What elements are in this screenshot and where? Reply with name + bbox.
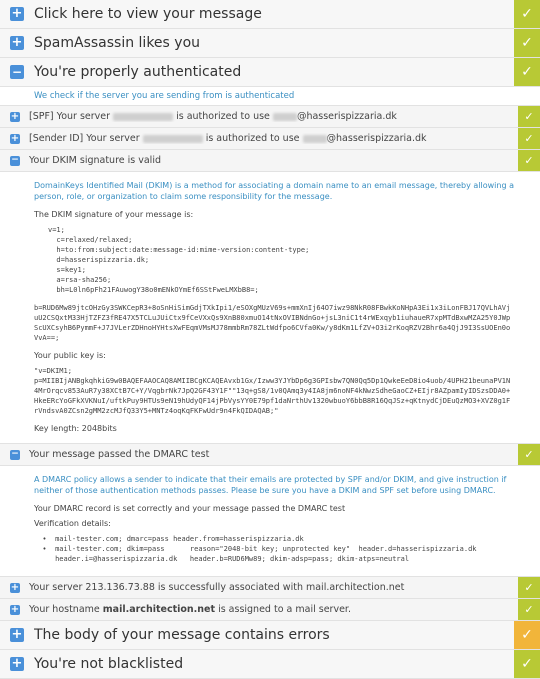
dkim-lead: DomainKeys Identified Mail (DKIM) is a method for associating a domain name to an email message, thereby allowing a person, role, or organization to claim some responsibility for the message. xyxy=(34,181,514,201)
redacted-ip xyxy=(143,135,203,143)
dmarc-record: Your DMARC record is set correctly and your message passed the DMARC test xyxy=(34,504,346,513)
check-icon: ✓ xyxy=(518,150,540,171)
spf-prefix: [SPF] Your server xyxy=(29,111,111,122)
expand-plus-icon[interactable]: + xyxy=(11,6,23,21)
dmarc-details xyxy=(0,466,540,577)
expand-plus-icon[interactable]: + xyxy=(10,581,20,593)
subsection-spf[interactable] xyxy=(0,106,540,128)
expand-plus-icon[interactable]: + xyxy=(10,603,20,615)
verification-label: Verification details: xyxy=(34,519,111,528)
subsection-server-assoc[interactable] xyxy=(0,577,540,599)
check-icon: ✓ xyxy=(514,0,540,28)
section-authenticated[interactable] xyxy=(0,58,540,87)
dmarc-title[interactable]: Your message passed the DMARC test xyxy=(29,449,210,460)
collapse-minus-icon[interactable]: − xyxy=(11,155,19,165)
section-title[interactable]: Click here to view your message xyxy=(34,6,262,22)
spf-domain: @hasserispizzaria.dk xyxy=(296,111,397,122)
subsection-senderid[interactable] xyxy=(0,128,540,150)
dmarc-lead: A DMARC policy allows a sender to indicate that their emails are protected by SPF and/or DKIM, and give instruction if neither of those authentication methods passes. Please be sure you have a DKIM and SPF set before using DMARC. xyxy=(34,475,507,495)
public-key: "v=DKIM1; p=MIIBIjANBgkqhkiG9w0BAQEFAAOCAQ8AMIIBCgKCAQEAvxb1Gx/Izww3YJYbDp6g3GPIsbw7QN0Qq5Dp1QwkeEeD8io4uob/4UPH21beunaPV1N4MrOrqcv853AuR7y38XCtB7C+Y/VqgbrNk7JpQ2GF43Y1F""13q+gS8/1v0QAmq3y4IA8jm6noNF4kNwzSdheGaoCZ+EIjr8AZpamIyIDSzsDDA0+HkeERcYoGFkXVKNuI/uftkPuy9HTUs9eN19hUdyQF14jPbVysYY0E79pf1daNrthUv1320wbuoY6bbB8R16QqJSz+qKtnydCjDEuQzMO3+XVZ0g1FrVndsvA0ZCsn2gMM2zcMJfQ33Y5+MNTz4oqKqFKFwUdr9n4FkQIDAQAB;" xyxy=(34,367,511,415)
check-icon: ✓ xyxy=(518,106,540,127)
hostname-suffix: is assigned to a mail server. xyxy=(218,604,351,615)
section-title[interactable]: You're properly authenticated xyxy=(34,64,242,80)
subsection-hostname[interactable] xyxy=(0,599,540,621)
senderid-mid: is authorized to use xyxy=(205,133,300,144)
dkim-title[interactable]: Your DKIM signature is valid xyxy=(29,155,161,166)
expand-plus-icon[interactable]: + xyxy=(11,656,23,671)
collapse-minus-icon[interactable]: − xyxy=(11,65,23,79)
check-icon: ✓ xyxy=(518,577,540,598)
hostname-value: mail.architection.net xyxy=(102,604,216,615)
dkim-sig-label: The DKIM signature of your message is: xyxy=(34,210,194,219)
key-length: Key length: 2048bits xyxy=(34,424,117,433)
check-icon: ✓ xyxy=(518,444,540,465)
hostname-title[interactable] xyxy=(29,604,540,615)
dkim-signature-b: b=RUD6Mw89jtcOHzGy3SWKCepR3+8oSnHiSimGdjTXkIpi1/eSOXgMUzV69s+mmXnIj64O7iwz98NkR08FBwkKoNHpA3Ei1x3iLonFBJ17QVLhAVjuU2CSQxtM33HjTZFZ3fRE47X5TCLuJUiCtx9fCeVXxQs9XnB80xmuO14tNxOVIBNdnGo+jsL3niC1t4rWExqyb1iuhaueR7xpMTdBxwMZA25Y0JWpScUXCsyhB6PymmF+J7JVLerZDHnoHYHtsXwFEqmVMsMJ78mmbRm78ZLtWdfpo6CVfa0Kw/y8dKm1LfZV+O3i2rKoqRZV2Bhr6a4QjJ9I3SsUOEn0oVvA==; xyxy=(34,304,511,342)
spf-mid: is authorized to use xyxy=(176,111,270,122)
senderid-title[interactable] xyxy=(29,133,540,144)
section-body-errors[interactable] xyxy=(0,621,540,650)
redacted-user xyxy=(273,113,297,121)
check-icon: ✓ xyxy=(514,650,540,678)
section-title[interactable]: You're not blacklisted xyxy=(34,656,184,672)
subsection-dkim[interactable] xyxy=(0,150,540,172)
spf-title[interactable] xyxy=(29,111,540,122)
redacted-user xyxy=(303,135,327,143)
dkim-details xyxy=(0,172,540,444)
expand-plus-icon[interactable]: + xyxy=(10,110,20,122)
section-title[interactable]: The body of your message contains errors xyxy=(34,627,330,643)
check-icon: ✓ xyxy=(514,29,540,57)
auth-note xyxy=(0,87,540,106)
section-blacklisted[interactable] xyxy=(0,650,540,679)
dkim-signature: v=1; c=relaxed/relaxed; h=to:from:subject:date:message-id:mime-version:content-type; d=hasserispizzaria.dk; s=key1; a=rsa-sha256; bh=L0ln6pFh21FAuwogY38o0mENkOYmEf6SStFweLMXbB8=; xyxy=(48,226,310,294)
server-assoc-title[interactable]: Your server 213.136.73.88 is successfully associated with mail.architection.net xyxy=(29,582,405,593)
subsection-dmarc[interactable] xyxy=(0,444,540,466)
auth-note-text: We check if the server you are sending from is authenticated xyxy=(34,91,295,101)
pubkey-label: Your public key is: xyxy=(34,351,106,360)
expand-plus-icon[interactable]: + xyxy=(11,35,23,50)
section-title[interactable]: SpamAssassin likes you xyxy=(34,35,201,51)
section-spamassassin[interactable] xyxy=(0,29,540,58)
collapse-minus-icon[interactable]: − xyxy=(11,449,19,459)
expand-plus-icon[interactable]: + xyxy=(11,627,23,642)
senderid-domain: @hasserispizzaria.dk xyxy=(326,133,427,144)
redacted-ip xyxy=(113,113,173,121)
verification-details: • mail-tester.com; dmarc=pass header.from=hasserispizzaria.dk • mail-tester.com; dkim=pass reason="2048-bit key; unprotected key" header.d=hasserispizzaria.dk header.i=@hasserispizzaria.dk header.b=RUD6Mw89; dkim-adsp=pass; dkim-atps=neutral xyxy=(42,535,477,563)
senderid-prefix: [Sender ID] Your server xyxy=(29,133,140,144)
section-view-message[interactable] xyxy=(0,0,540,29)
expand-plus-icon[interactable]: + xyxy=(10,132,20,144)
check-icon: ✓ xyxy=(518,128,540,149)
check-icon: ✓ xyxy=(514,58,540,86)
check-icon: ✓ xyxy=(518,599,540,620)
hostname-prefix: Your hostname xyxy=(29,604,100,615)
warning-check-icon: ✓ xyxy=(514,621,540,649)
